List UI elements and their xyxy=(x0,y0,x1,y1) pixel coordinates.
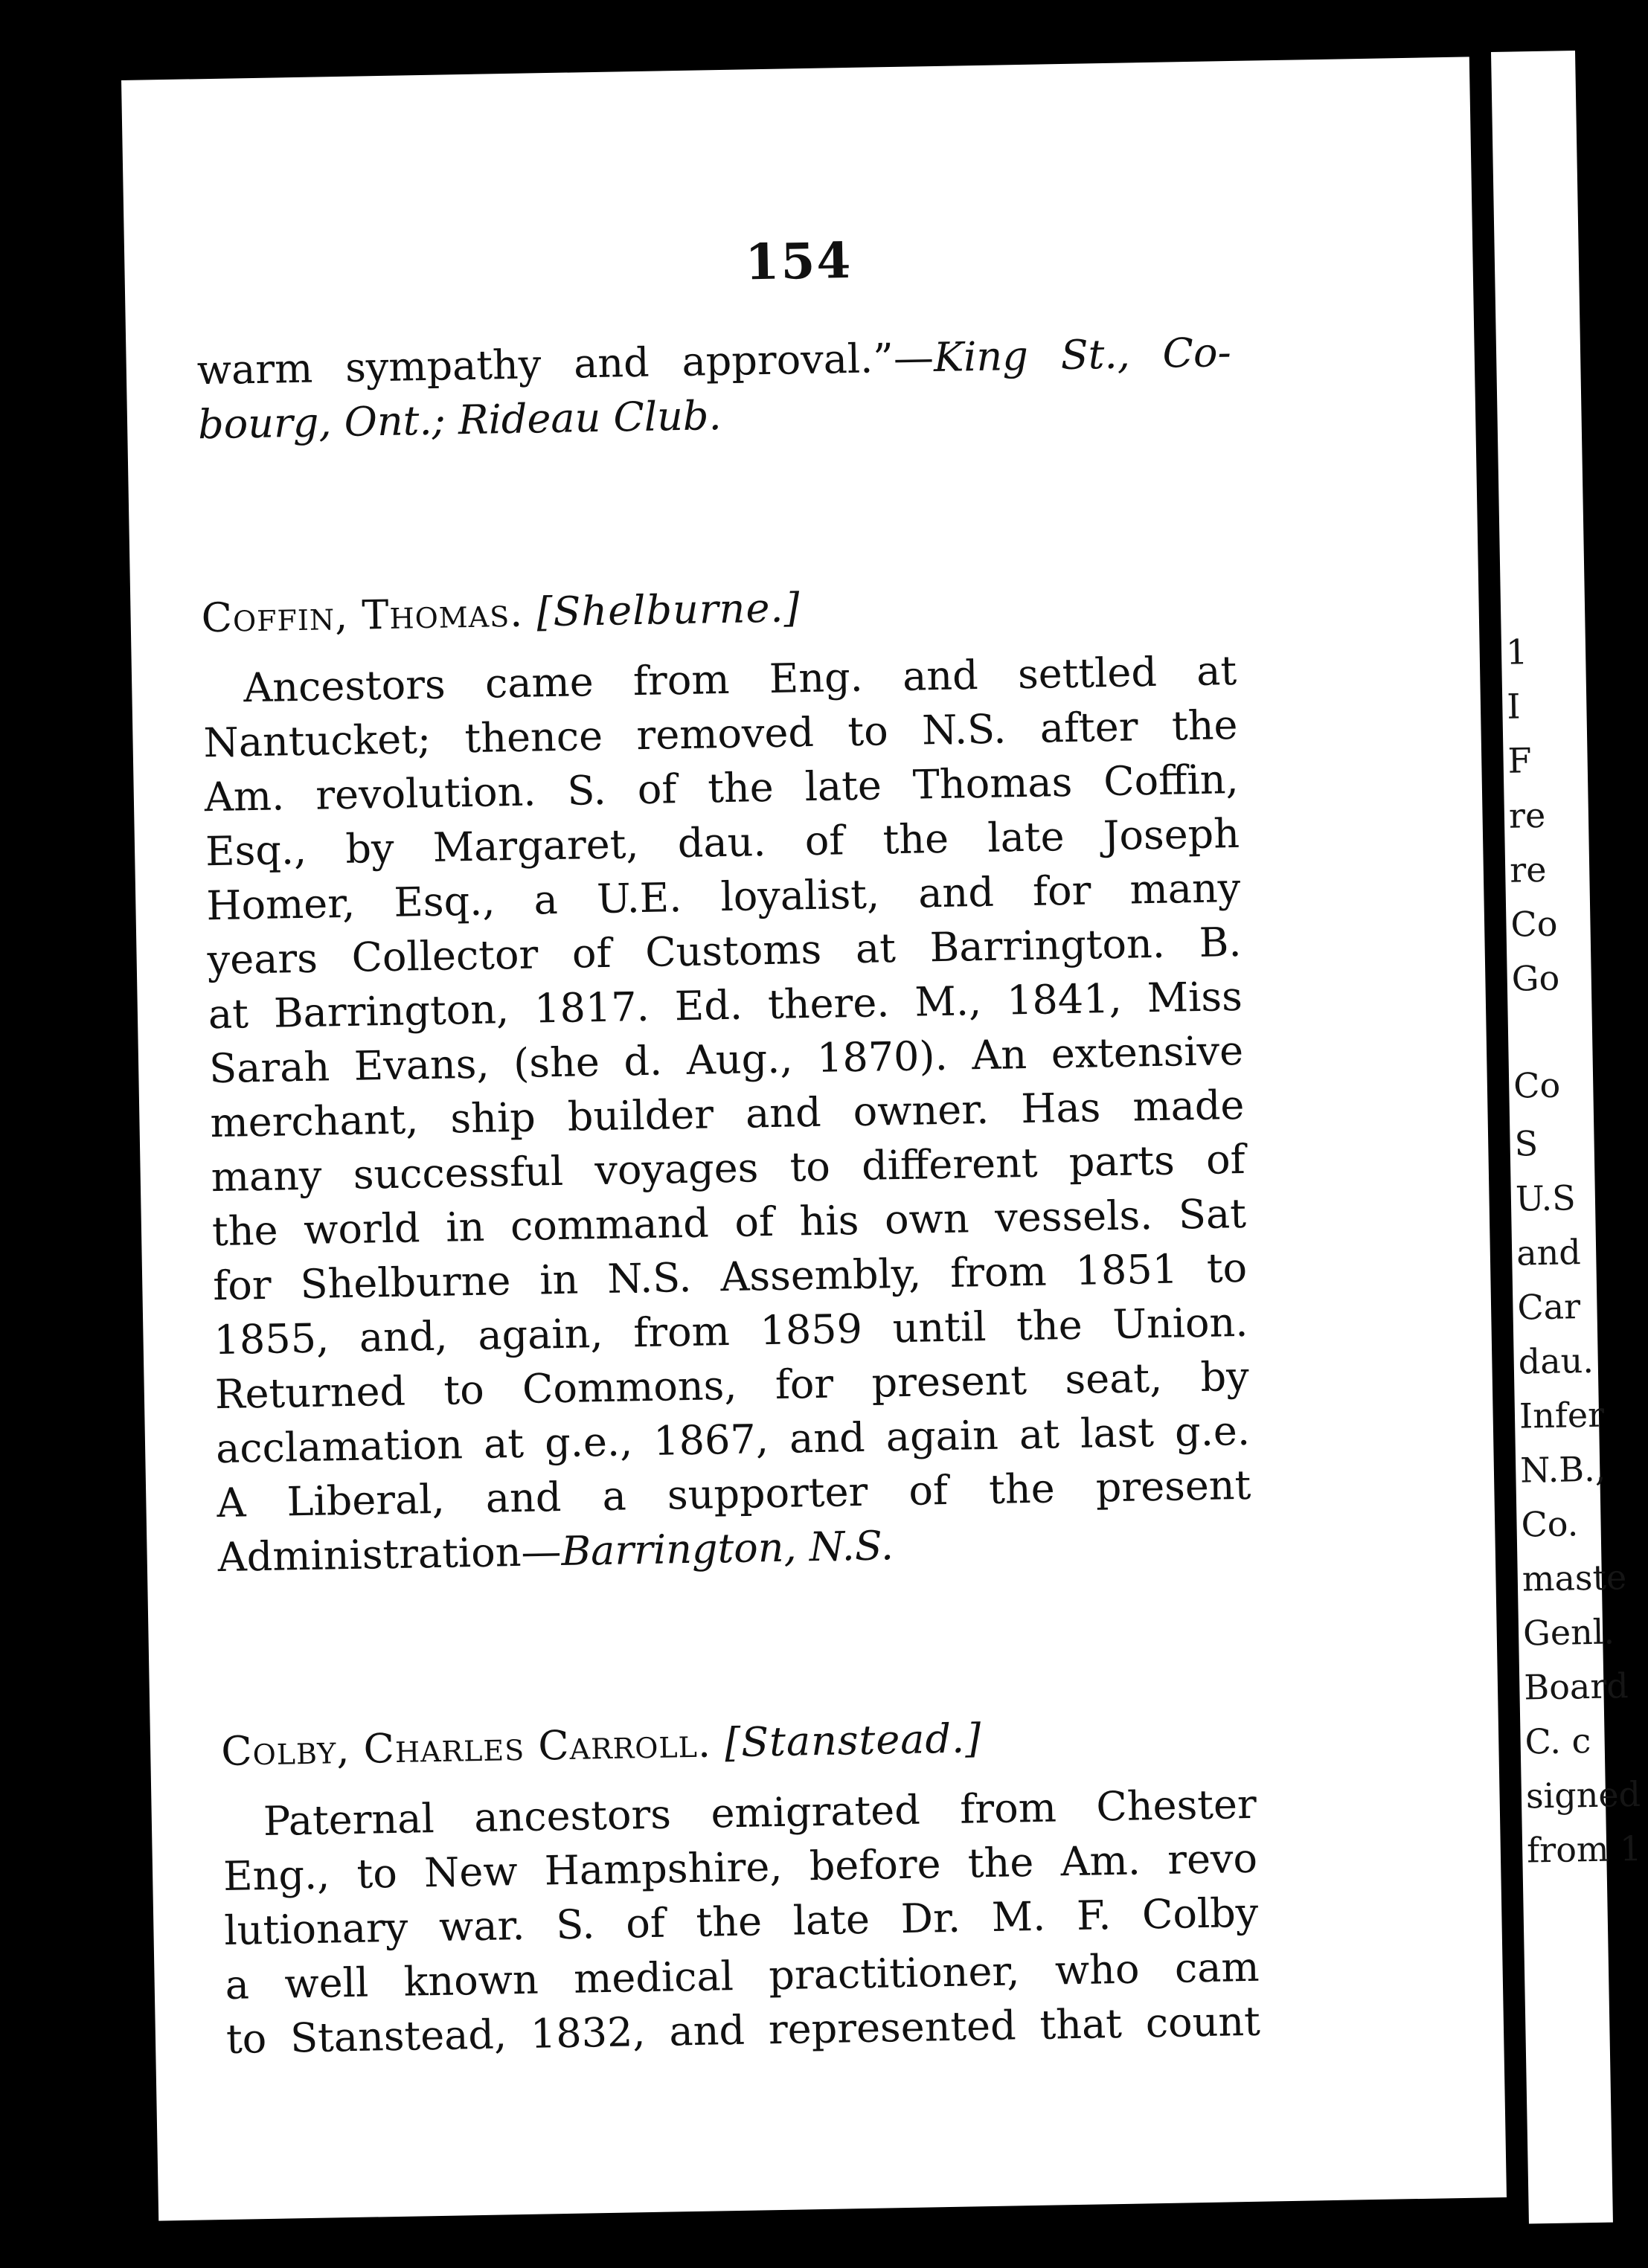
fragment-line: U.S xyxy=(1515,1178,1577,1219)
fragment-line: from 1 xyxy=(1526,1828,1642,1871)
fragment-line: Go xyxy=(1511,957,1560,999)
adjacent-page-fragment xyxy=(1491,51,1642,2224)
entry-text-line: Esq., by Margaret, dau. of the late Joseph xyxy=(205,809,1240,876)
entry-text-line: at Barrington, 1817. Ed. there. M., 1841, Miss xyxy=(208,972,1243,1038)
fragment-line: and xyxy=(1516,1232,1582,1273)
entry-text-line: for Shelburne in N.S. Assembly, from 1851 to xyxy=(212,1244,1248,1310)
fragment-line: F xyxy=(1507,740,1533,781)
entry-heading xyxy=(221,1706,1256,1779)
fragment-line: re xyxy=(1509,849,1547,890)
entry-name: Colby, Charles Carroll. xyxy=(220,1719,712,1776)
entry-text-line: acclamation at g.e., 1867, and again at last g.e. xyxy=(215,1407,1251,1473)
fragment-line: N.B., xyxy=(1519,1448,1606,1491)
entry-text-line: years Collector of Customs at Barrington. B. xyxy=(207,918,1243,984)
fragment-line: Car xyxy=(1516,1286,1581,1328)
fragment-line: re xyxy=(1508,794,1546,836)
intro-line-2: bourg, Ont.; Rideau Club. xyxy=(197,392,722,449)
page-number: 154 xyxy=(744,231,853,292)
fragment-line: Co. xyxy=(1521,1503,1579,1545)
entry-text-line: Ancestors came from Eng. and settled at xyxy=(243,646,1237,712)
entry-name: Coffin, Thomas. xyxy=(201,588,524,642)
fragment-line: dau. xyxy=(1518,1340,1594,1382)
entry-text-line: Homer, Esq., a U.E. loyalist, and for many xyxy=(205,864,1241,930)
fragment-line: maste xyxy=(1522,1557,1627,1599)
fragment-line: S xyxy=(1514,1123,1539,1164)
fragment-line: Genl. xyxy=(1522,1611,1615,1654)
biography-entry-coffin xyxy=(201,573,1252,1584)
fragment-line: 1 xyxy=(1505,632,1528,672)
entry-text-line: A Liberal, and a supporter of the present xyxy=(216,1461,1251,1527)
intro-continuation xyxy=(196,325,1232,452)
fragment-line: C. c xyxy=(1524,1721,1591,1762)
fragment-line: Co xyxy=(1513,1064,1561,1106)
entry-text-line: Sarah Evans, (she d. Aug., 1870). An extensive xyxy=(208,1027,1244,1093)
scan-speck xyxy=(149,171,155,192)
fragment-line: Co xyxy=(1510,903,1558,945)
fragment-line: Board xyxy=(1523,1665,1629,1708)
entry-heading xyxy=(201,573,1236,645)
fragment-line: signed xyxy=(1525,1773,1641,1816)
entry-text-line: 1855, and, again, from 1859 until the Union. xyxy=(214,1298,1248,1364)
intro-line-1: warm sympathy and approval.”—King St., Co- xyxy=(196,329,1232,394)
fragment-line: I xyxy=(1506,686,1521,727)
entry-constituency: [Shelburne.] xyxy=(536,584,801,636)
entry-text-line: Eng., to New Hampshire, before the Am. revo xyxy=(222,1834,1258,1901)
entry-constituency: [Stanstead.] xyxy=(724,1715,982,1767)
entry-text-line: Am. revolution. S. of the late Thomas Coffin, xyxy=(204,755,1240,821)
book-page xyxy=(121,57,1507,2220)
entry-text-line: Returned to Commons, for present seat, by xyxy=(214,1352,1250,1419)
biography-entry-colby xyxy=(221,1706,1261,2066)
entry-text-line: many successful voyages to different parts of xyxy=(211,1135,1246,1201)
entry-text-line: Nantucket; thence removed to N.S. after the xyxy=(203,701,1238,767)
entry-text-line: lutionary war. S. of the late Dr. M. F. Colby xyxy=(223,1889,1259,1954)
entry-text-line: the world in command of his own vessels. Sat xyxy=(211,1189,1247,1256)
scan-speck xyxy=(170,126,177,134)
entry-text-line: Paternal ancestors emigrated from Chester xyxy=(263,1780,1257,1845)
fragment-line: Infer xyxy=(1519,1394,1605,1436)
scan-speck xyxy=(149,216,155,237)
entry-text-line: a well known medical practitioner, who cam xyxy=(225,1943,1260,2008)
entry-text-line: merchant, ship builder and owner. Has made xyxy=(209,1081,1245,1147)
entry-text-line-last: Administration—Barrington, N.S. xyxy=(217,1522,894,1581)
entry-text-line: to Stanstead, 1832, and represented that count xyxy=(225,1997,1261,2063)
